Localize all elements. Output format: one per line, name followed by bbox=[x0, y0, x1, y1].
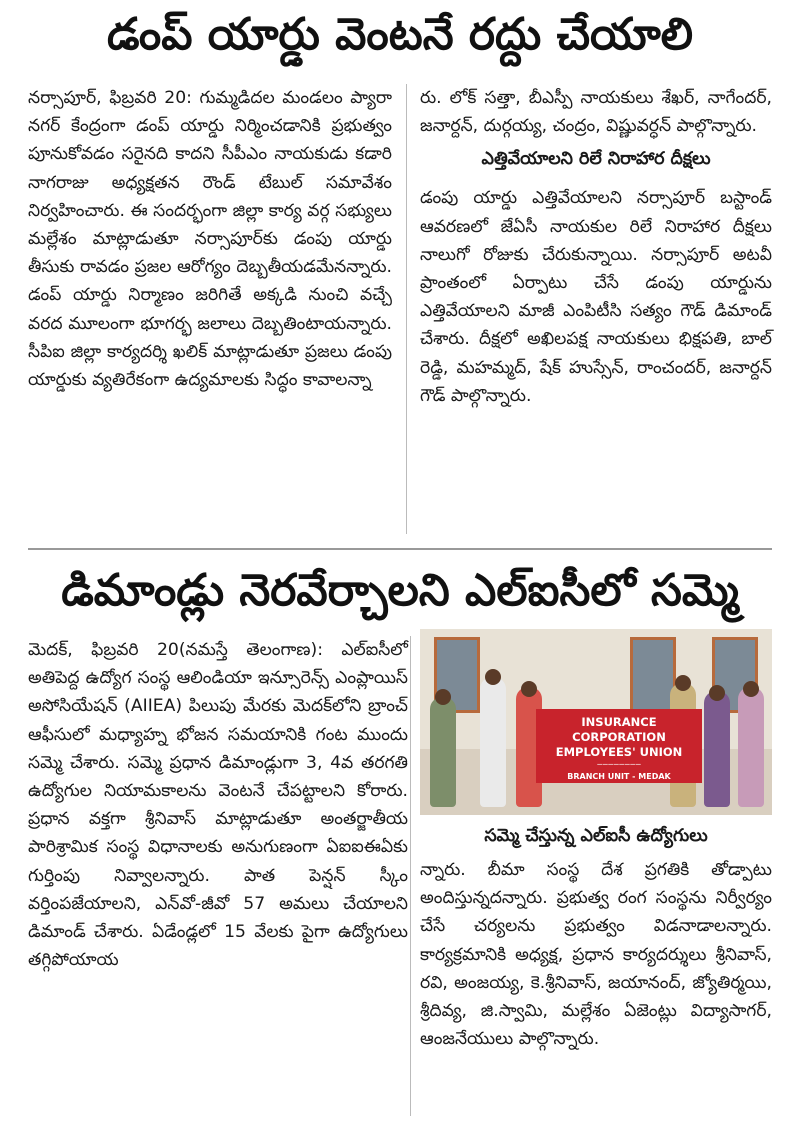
photo-person bbox=[430, 697, 456, 807]
article1-headline: డంప్ యార్డు వెంటనే రద్దు చేయాలి bbox=[106, 9, 694, 60]
photo-person bbox=[480, 677, 506, 807]
article1-right-column bbox=[420, 84, 772, 410]
article-separator bbox=[28, 548, 772, 550]
photo-person bbox=[704, 691, 730, 807]
article2-headline: డిమాండ్లు నెరవేర్చాలని ఎల్ఐసీలో సమ్మె bbox=[61, 565, 739, 616]
banner-small-print: ———————— bbox=[597, 762, 641, 768]
article1-subheading: ఎత్తివేయాలని రిలే నిరాహార దీక్షలు bbox=[481, 149, 711, 170]
article1-right-bottom-paragraph: డంపు యార్డు ఎత్తివేయాలని నర్సాపూర్ బస్టాండ్ ఆవరణలో జేఏసీ నాయకుల రిలే నిరాహార దీక్షలు నాలుగో రోజుకు చేరుకున్నాయి. నర్సాపూర్ అటవీ ప్రాంతంలో ఏర్పాటు చేసే డంపు యార్డును ఎత్తివేయాలని మాజీ ఎంపిటీసి సత్యం గౌడ్ డిమాండ్ చేశారు. దీక్షలో అఖిలపక్ష నాయకులు భిక్షపతి, బాల్ రెడ్డి, మహమ్మద్, షేక్ హుస్సేన్, రాంచందర్, జనార్దన్ గౌడ్ పాల్గొన్నారు. bbox=[420, 188, 772, 406]
article2-right-column bbox=[420, 856, 772, 1053]
banner-line-4: BRANCH UNIT - MEDAK bbox=[567, 772, 671, 781]
photo-person-head bbox=[485, 669, 501, 685]
lic-strike-photo bbox=[420, 629, 772, 815]
photo-person-head bbox=[675, 675, 691, 691]
photo-caption: సమ్మె చేస్తున్న ఎల్ఐసీ ఉద్యోగులు bbox=[484, 826, 708, 846]
article1-left-column bbox=[28, 84, 392, 394]
column-divider bbox=[406, 84, 407, 534]
photo-person-head bbox=[709, 685, 725, 701]
article2-right-paragraph: న్నారు. బీమా సంస్థ దేశ ప్రగతికి తోడ్పాటు అందిస్తున్నదన్నారు. ప్రభుత్వ రంగ సంస్థను నిర్వీర్యం చేసే చర్యలను ప్రభుత్వం విడనాడాలన్నారు. కార్యక్రమానికి అధ్యక్ష, ప్రధాన కార్యదర్శులు శ్రీనివాస్, రవి, అంజయ్య, కె.శ్రీనివాస్, జయానంద్, జ్యోతిర్మయి, శ్రీదివ్య, జి.స్వామి, మల్లేశం ఏజెంట్లు విద్యాసాగర్, ఆంజనేయులు పాల్గొన్నారు. bbox=[420, 860, 772, 1050]
column-divider bbox=[410, 636, 411, 1116]
article2-left-paragraph: మెదక్, ఫిబ్రవరి 20(నమస్తే తెలంగాణ): ఎల్ఐసీలో అతిపెద్ద ఉద్యోగ సంస్థ ఆలిండియా ఇన్సూరెన్స్ ఎంప్లాయిస్ అసోసియేషన్ (AIIEA) పిలుపు మేరకు మెదక్‌లోని బ్రాంచ్ ఆఫీసులో మధ్యాహ్న భోజన సమయానికి గంట ముందు సమ్మె చేశారు. సమ్మె ప్రధాన డిమాండ్లుగా 3, 4వ తరగతి ఉద్యోగుల నియామకాలను వెంటనే చేపట్టాలని కోరారు. ప్రధాన వక్తగా శ్రీనివాస్ మాట్లాడుతూ అంతర్జాతీయ పారిశ్రామిక సంస్థ విధానాలకు అనుగుణంగా ఏఐఐఈఏకు గుర్తింపు నివ్వాలన్నారు. పాత పెన్షన్ స్కీం వర్తింపజేయాలని, ఎన్‌వో-జీవో 57 అమలు చేయాలని డిమాండ్ చేశారు. ఏడేండ్లలో 15 వేలకు పైగా ఉద్యోగులు తగ్గిపోయాయ bbox=[28, 640, 408, 971]
article1-left-paragraph: నర్సాపూర్, ఫిబ్రవరి 20: గుమ్మడిదల మండలం ప్యారా నగర్ కేంద్రంగా డంప్ యార్డు నిర్మించడానికి ప్రభుత్వం పూనుకోవడం సరైనది కాదని సీపీఎం నాయకుడు కడారి నాగరాజు అధ్యక్షతన రౌండ్ టేబుల్ సమావేశం నిర్వహించారు. ఈ సందర్భంగా జిల్లా కార్య వర్గ సభ్యులు మల్లేశం మాట్లాడుతూ నర్సాపూర్‌కు డంపు యార్డు తీసుకు రావడం ప్రజల ఆరోగ్యం దెబ్బతీయడమేనన్నారు. డంప్ యార్డు నిర్మాణం జరిగితే అక్కడి నుంచి వచ్చే వరద మూలంగా భూగర్భ జలాలు దెబ్బతింటాయన్నారు. సీపిఐ జిల్లా కార్యదర్శి ఖలిక్ మాట్లాడుతూ ప్రజలు డంపు యార్డుకు వ్యతిరేకంగా ఉద్యమాలకు సిద్ధం కావాలన్నా bbox=[28, 88, 392, 391]
photo-person-head bbox=[435, 689, 451, 705]
photo-person-head bbox=[521, 681, 537, 697]
article2-left-column bbox=[28, 636, 408, 974]
banner-line-1: INSURANCE CORPORATION bbox=[572, 715, 666, 744]
article1-right-top-paragraph: రు. లోక్ సత్తా, బీఎస్పీ నాయకులు శేఖర్, నాగేందర్, జనార్దన్, దుర్గయ్య, చంద్రం, విష్ణువర్ధన్ పాల్గొన్నారు. bbox=[420, 88, 772, 137]
photo-person-head bbox=[743, 681, 759, 697]
union-banner bbox=[536, 709, 702, 783]
banner-line-2: EMPLOYEES' UNION bbox=[555, 745, 683, 759]
photo-person bbox=[738, 687, 764, 807]
